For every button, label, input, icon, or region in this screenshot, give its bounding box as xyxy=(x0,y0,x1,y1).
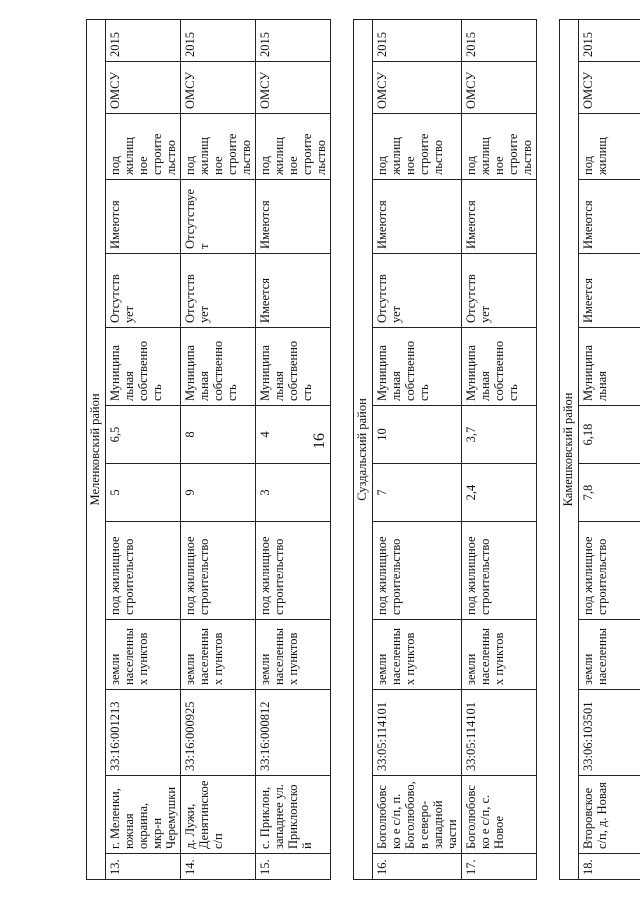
table-row xyxy=(106,19,181,879)
cell-cadastral: 33:05:114101 xyxy=(462,690,537,776)
cell-infra2: Имеются xyxy=(256,180,331,254)
cell-infra1: Отсутств ует xyxy=(373,254,462,328)
cell-area1: 9 xyxy=(181,464,256,522)
cell-owner: ОМСУ xyxy=(373,62,462,114)
cell-purpose: под жилищ xyxy=(579,114,640,180)
region-header: Суздальский район xyxy=(354,19,373,879)
cell-category: земли населенны х пунктов xyxy=(106,620,181,690)
cell-ownership: Муниципа льная собственно сть xyxy=(256,328,331,406)
cell-infra1: Имеется xyxy=(579,254,640,328)
land-plots-table xyxy=(86,19,640,880)
cell-purpose: под жилищ ное строите льство xyxy=(181,114,256,180)
cell-area2: 6,5 xyxy=(106,406,181,464)
cell-use: под жилищное строительство xyxy=(462,522,537,620)
cell-infra2: Отсутствуе т xyxy=(181,180,256,254)
cell-year: 2015 xyxy=(462,19,537,61)
cell-infra2: Имеются xyxy=(373,180,462,254)
cell-area1: 7,8 xyxy=(579,464,640,522)
section-gap xyxy=(537,19,560,879)
rotated-table-canvas xyxy=(86,20,609,880)
section-gap xyxy=(331,19,354,879)
cell-area1: 5 xyxy=(106,464,181,522)
cell-use: под жилищное строительство xyxy=(373,522,462,620)
cell-year: 2015 xyxy=(106,19,181,61)
cell-owner: ОМСУ xyxy=(106,62,181,114)
cell-infra1: Отсутств ует xyxy=(106,254,181,328)
cell-category: земли населенны xyxy=(579,620,640,690)
cell-use: под жилищное строительство xyxy=(106,522,181,620)
cell-ownership: Муниципа льная собственно сть xyxy=(462,328,537,406)
cell-year: 2015 xyxy=(181,19,256,61)
cell-category: земли населенны х пунктов xyxy=(462,620,537,690)
cell-ownership: Муниципа льная xyxy=(579,328,640,406)
cell-infra1: Имеется xyxy=(256,254,331,328)
cell-area2: 3,7 xyxy=(462,406,537,464)
page-number: 16 xyxy=(311,433,328,449)
table-row xyxy=(579,19,640,879)
cell-use: под жилищное строительство xyxy=(256,522,331,620)
table-row xyxy=(462,19,537,879)
cell-cadastral: 33:06:103501 xyxy=(579,690,640,776)
cell-year: 2015 xyxy=(373,19,462,61)
cell-infra2: Имеются xyxy=(106,180,181,254)
cell-location: Боголюбовско е с/п, п. Боголюбово, в северо-западной части xyxy=(373,776,462,854)
cell-num: 17. xyxy=(462,854,537,880)
cell-cadastral: 33:05:114101 xyxy=(373,690,462,776)
cell-num: 13. xyxy=(106,854,181,880)
cell-area2: 4 xyxy=(256,406,331,464)
cell-ownership: Муниципа льная собственно сть xyxy=(181,328,256,406)
cell-owner: ОМСУ xyxy=(181,62,256,114)
cell-num: 18. xyxy=(579,854,640,880)
cell-num: 16. xyxy=(373,854,462,880)
cell-ownership: Муниципа льная собственно сть xyxy=(106,328,181,406)
cell-use: под жилищное строительство xyxy=(579,522,640,620)
cell-area1: 3 xyxy=(256,464,331,522)
cell-year: 2015 xyxy=(579,19,640,61)
cell-category: земли населенны х пунктов xyxy=(256,620,331,690)
cell-location: д. Лужи, Денятинское с/п xyxy=(181,776,256,854)
cell-year: 2015 xyxy=(256,19,331,61)
cell-area2: 8 xyxy=(181,406,256,464)
cell-location: с. Приклон, западнее ул. Приклонской xyxy=(256,776,331,854)
table-row xyxy=(181,19,256,879)
cell-cadastral: 33:16:000812 xyxy=(256,690,331,776)
cell-num: 14. xyxy=(181,854,256,880)
cell-use: под жилищное строительство xyxy=(181,522,256,620)
cell-infra2: Имеются xyxy=(579,180,640,254)
cell-category: земли населенны х пунктов xyxy=(181,620,256,690)
cell-area1: 2,4 xyxy=(462,464,537,522)
cell-infra2: Имеются xyxy=(462,180,537,254)
cell-ownership: Муниципа льная собственно сть xyxy=(373,328,462,406)
cell-infra1: Отсутств ует xyxy=(181,254,256,328)
cell-category: земли населенны х пунктов xyxy=(373,620,462,690)
cell-location: Второвское с/п, д. Новая xyxy=(579,776,640,854)
cell-purpose: под жилищ ное строите льство xyxy=(106,114,181,180)
cell-owner: ОМСУ xyxy=(579,62,640,114)
cell-cadastral: 33:16:000925 xyxy=(181,690,256,776)
cell-cadastral: 33:16:001213 xyxy=(106,690,181,776)
cell-num: 15. xyxy=(256,854,331,880)
cell-purpose: под жилищ ное строите льство xyxy=(462,114,537,180)
cell-area2: 6,18 xyxy=(579,406,640,464)
cell-area1: 7 xyxy=(373,464,462,522)
cell-infra1: Отсутств ует xyxy=(462,254,537,328)
cell-purpose: под жилищ ное строите льство xyxy=(256,114,331,180)
table-row xyxy=(256,19,331,879)
cell-area2: 10 xyxy=(373,406,462,464)
cell-owner: ОМСУ xyxy=(256,62,331,114)
region-header: Камешковский район xyxy=(560,19,579,879)
cell-owner: ОМСУ xyxy=(462,62,537,114)
cell-purpose: под жилищ ное строите льство xyxy=(373,114,462,180)
table-row xyxy=(373,19,462,879)
cell-location: Боголюбовско е с/п, с. Новое xyxy=(462,776,537,854)
cell-location: г. Меленки, южная окраина, мкр-н Черемушки xyxy=(106,776,181,854)
region-header: Меленковский район xyxy=(87,19,106,879)
